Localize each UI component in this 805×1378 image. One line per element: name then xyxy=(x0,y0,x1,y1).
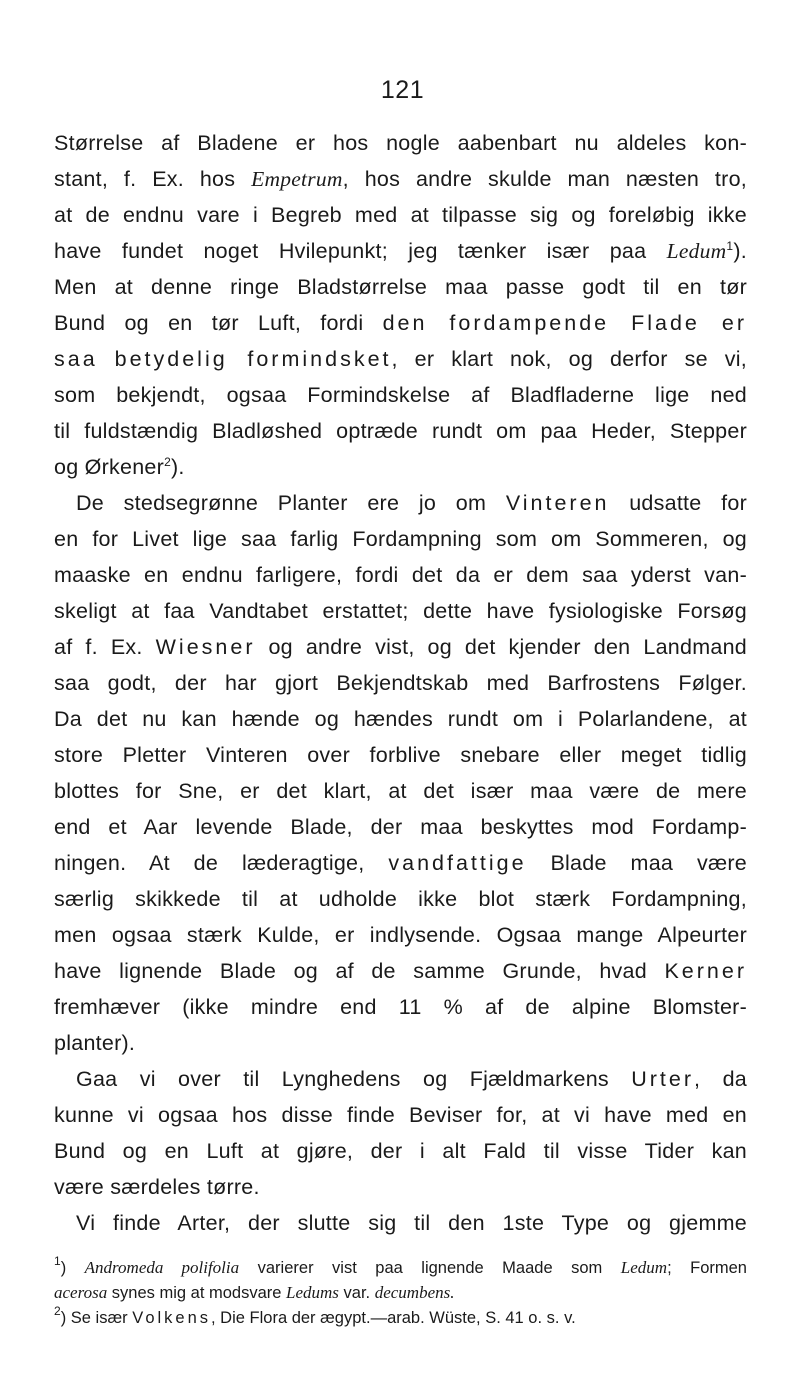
text-fragment: Blade maa være xyxy=(526,851,747,875)
text-fragment: De stedsegrønne Planter ere jo om xyxy=(76,491,506,515)
text-line xyxy=(54,164,747,194)
footnote-ref: 1 xyxy=(726,239,734,253)
spaced-text: Vinteren xyxy=(505,491,610,515)
text-fragment: ningen. At de læderagtige, xyxy=(54,851,389,875)
text-fragment: og andre vist, og det kjender den Landmand xyxy=(255,635,747,659)
text-line: en for Livet lige saa farlig Fordampning som om Sommeren, og xyxy=(54,527,747,551)
text-fragment: Gaa vi over til Lynghedens og Fjældmarkens xyxy=(76,1067,632,1091)
text-line xyxy=(76,488,747,518)
italic-term: Ledum xyxy=(666,239,727,263)
text-line xyxy=(54,632,747,662)
italic-term: Empetrum xyxy=(251,167,343,191)
text-fragment: have lignende Blade og af de samme Grunde, hvad xyxy=(54,959,665,983)
text-line xyxy=(54,344,747,374)
text-line: Størrelse af Bladene er hos nogle aabenbart nu aldeles kon- xyxy=(54,131,747,155)
text-fragment: varierer vist paa lignende Maade som xyxy=(239,1259,621,1277)
italic-term: Ledum xyxy=(620,1258,668,1277)
page-number: 121 xyxy=(380,76,425,104)
text-line xyxy=(54,308,747,338)
spaced-text: Kerner xyxy=(664,959,747,983)
spaced-text: Volkens xyxy=(132,1309,212,1327)
text-line: maaske en endnu farligere, fordi det da er dem saa yderst van- xyxy=(54,563,747,587)
text-fragment: og Ørkener xyxy=(54,455,165,479)
text-line: blottes for Sne, er det klart, at det især maa være de mere xyxy=(54,779,747,803)
text-fragment: ). xyxy=(171,455,185,479)
text-line xyxy=(54,236,747,266)
text-fragment: stant, f. Ex. hos xyxy=(54,167,252,191)
text-line: Bund og en Luft at gjøre, der i alt Fald til visse Tider kan xyxy=(54,1139,747,1163)
text-line: store Pletter Vinteren over forblive snebare eller meget tidlig xyxy=(54,743,747,767)
footnote-marker: 1 xyxy=(54,1254,61,1268)
spaced-text: betydelig formindsket xyxy=(114,347,392,371)
text-fragment: af de alpine Blomster- xyxy=(462,995,747,1019)
spaced-text: saa xyxy=(54,347,98,371)
text-line: men ogsaa stærk Kulde, er indlysende. Ogsaa mange Alpeurter xyxy=(54,923,747,947)
text-fragment: synes mig at modsvare xyxy=(107,1284,287,1302)
italic-term: decumbens. xyxy=(374,1283,455,1302)
text-line xyxy=(76,1064,747,1094)
text-fragment: udsatte for xyxy=(609,491,747,515)
text-fragment: var. xyxy=(338,1284,375,1302)
text-fragment: ). xyxy=(733,239,747,263)
text-line: til fuldstændig Bladløshed optræde rundt om paa Heder, Stepper xyxy=(54,419,747,443)
text-line: Vi finde Arter, der slutte sig til den 1ste Type og gjemme xyxy=(76,1211,747,1235)
spaced-text: vandfattige xyxy=(388,851,527,875)
footnote-marker: 2 xyxy=(54,1304,61,1318)
footnote-ref: 2 xyxy=(164,455,171,469)
text-fragment: , Die Flora der ægypt.—arab. Wüste, S. 41 o. s. v. xyxy=(211,1309,576,1327)
text-fragment: ; Formen xyxy=(667,1259,747,1277)
text-fragment: , hos andre skulde man næsten tro, xyxy=(342,167,747,191)
text-line xyxy=(54,956,747,986)
text-fragment: fremhæver (ikke mindre end 11 xyxy=(54,995,444,1019)
italic-term: Andromeda polifolia xyxy=(84,1258,240,1277)
text-fragment: , da xyxy=(694,1067,747,1091)
text-line: end et Aar levende Blade, der maa beskyttes mod Fordamp- xyxy=(54,815,747,839)
spaced-text: den fordampende Flade er xyxy=(382,311,747,335)
text-line: kunne vi ogsaa hos disse finde Beviser for, at vi have med en xyxy=(54,1103,747,1127)
spaced-text: Urter xyxy=(631,1067,695,1091)
text-line: planter). xyxy=(54,1031,136,1055)
footnote-1: $^1$) Andromeda polifolia varierer vist paa lignende Maade som Ledum; Formen xyxy=(54,1254,747,1277)
text-line xyxy=(54,452,747,482)
percent-sign: % xyxy=(443,995,463,1019)
italic-term: acerosa xyxy=(54,1283,108,1302)
text-line xyxy=(54,992,747,1022)
text-line: som bekjendt, ogsaa Formindskelse af Bladfladerne lige ned xyxy=(54,383,747,407)
text-fragment: af f. Ex. xyxy=(54,635,156,659)
text-fragment: Se især xyxy=(70,1309,133,1327)
text-line: Men at denne ringe Bladstørrelse maa passe godt til en tør xyxy=(54,275,747,299)
footnote-1-cont xyxy=(54,1283,747,1303)
text-line: Da det nu kan hænde og hændes rundt om i Polarlandene, at xyxy=(54,707,747,731)
text-line: skeligt at faa Vandtabet erstattet; dette have fysiologiske Forsøg xyxy=(54,599,747,623)
text-fragment: Bund og en tør Luft, fordi xyxy=(54,311,383,335)
text-line xyxy=(54,848,747,878)
text-line: særlig skikkede til at udholde ikke blot stærk Fordampning, xyxy=(54,887,747,911)
footnote-2: $^2$) Se især Volkens, Die Flora der ægypt.—arab. Wüste, S. 41 o. s. v. xyxy=(54,1304,576,1327)
italic-term: Ledums xyxy=(286,1283,339,1302)
spaced-text: Wiesner xyxy=(155,635,256,659)
text-fragment: have fundet noget Hvilepunkt; jeg tænker især paa xyxy=(54,239,667,263)
text-line: at de endnu vare i Begreb med at tilpasse sig og foreløbig ikke xyxy=(54,203,747,227)
text-line: saa godt, der har gjort Bekjendtskab med Barfrostens Følger. xyxy=(54,671,747,695)
text-line: være særdeles tørre. xyxy=(54,1175,260,1199)
text-fragment: , er klart nok, og derfor se vi, xyxy=(391,347,747,371)
